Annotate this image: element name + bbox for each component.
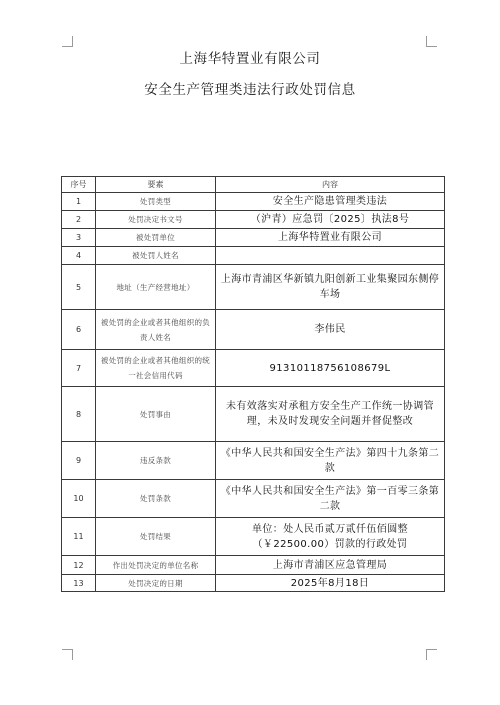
row-field: 处罚事由 — [96, 387, 216, 442]
row-value: 上海市青浦区应急管理局 — [216, 556, 445, 575]
table-row — [62, 229, 445, 247]
table-row — [62, 518, 445, 556]
table-row — [62, 442, 445, 480]
table-row — [62, 556, 445, 575]
row-value: 李伟民 — [216, 310, 445, 350]
header-content: 内容 — [216, 177, 445, 193]
table-row — [62, 575, 445, 592]
row-field: 被处罚的企业或者其他组织的负责人姓名 — [96, 310, 216, 350]
row-value — [216, 247, 445, 265]
crop-mark-bottom-right — [426, 649, 437, 660]
row-value: 单位：处人民币贰万贰仟伍佰圆整（￥22500.00）罚款的行政处罚 — [216, 518, 445, 556]
table-row — [62, 350, 445, 387]
crop-mark-top-right — [426, 36, 437, 47]
row-number: 13 — [62, 575, 96, 592]
table-header-row — [62, 177, 445, 193]
table-row — [62, 193, 445, 211]
row-value: 91310118756108679L — [216, 350, 445, 387]
row-value: 上海华特置业有限公司 — [216, 229, 445, 247]
table-row — [62, 265, 445, 310]
header-field: 要素 — [96, 177, 216, 193]
row-value: 安全生产隐患管理类违法 — [216, 193, 445, 211]
row-field: 作出处罚决定的单位名称 — [96, 556, 216, 575]
row-field: 违反条款 — [96, 442, 216, 480]
row-field: 被处罚的企业或者其他组织的统一社会信用代码 — [96, 350, 216, 387]
row-number: 9 — [62, 442, 96, 480]
document-main-title: 安全生产管理类违法行政处罚信息 — [144, 82, 356, 98]
row-field: 处罚条款 — [96, 480, 216, 518]
row-field: 处罚类型 — [96, 193, 216, 211]
row-number: 2 — [62, 211, 96, 229]
row-number: 7 — [62, 350, 96, 387]
row-number: 1 — [62, 193, 96, 211]
table-row — [62, 310, 445, 350]
table-row — [62, 480, 445, 518]
row-number: 6 — [62, 310, 96, 350]
row-number: 10 — [62, 480, 96, 518]
row-field: 被处罚人姓名 — [96, 247, 216, 265]
row-field: 处罚决定书文号 — [96, 211, 216, 229]
table-row — [62, 211, 445, 229]
row-number: 8 — [62, 387, 96, 442]
row-field: 处罚结果 — [96, 518, 216, 556]
row-number: 5 — [62, 265, 96, 310]
row-number: 12 — [62, 556, 96, 575]
row-field: 地址（生产经营地址） — [96, 265, 216, 310]
table-row — [62, 247, 445, 265]
row-number: 3 — [62, 229, 96, 247]
row-field: 被处罚单位 — [96, 229, 216, 247]
row-value: 未有效落实对承租方安全生产工作统一协调管理，未及时发现安全问题并督促整改 — [216, 387, 445, 442]
row-value: 2025年8月18日 — [216, 575, 445, 592]
row-value: 《中华人民共和国安全生产法》第一百零三条第二款 — [216, 480, 445, 518]
row-value: （沪青）应急罚〔2025〕执法8号 — [216, 211, 445, 229]
document-company-title: 上海华特置业有限公司 — [179, 51, 321, 67]
row-number: 4 — [62, 247, 96, 265]
crop-mark-top-left — [62, 36, 73, 47]
header-number: 序号 — [62, 177, 96, 193]
table-row — [62, 387, 445, 442]
crop-mark-bottom-left — [62, 649, 73, 660]
penalty-info-table — [61, 176, 445, 592]
row-number: 11 — [62, 518, 96, 556]
row-field: 处罚决定的日期 — [96, 575, 216, 592]
row-value: 《中华人民共和国安全生产法》第四十九条第二款 — [216, 442, 445, 480]
row-value: 上海市青浦区华新镇九阳创新工业集聚园东侧停车场 — [216, 265, 445, 310]
